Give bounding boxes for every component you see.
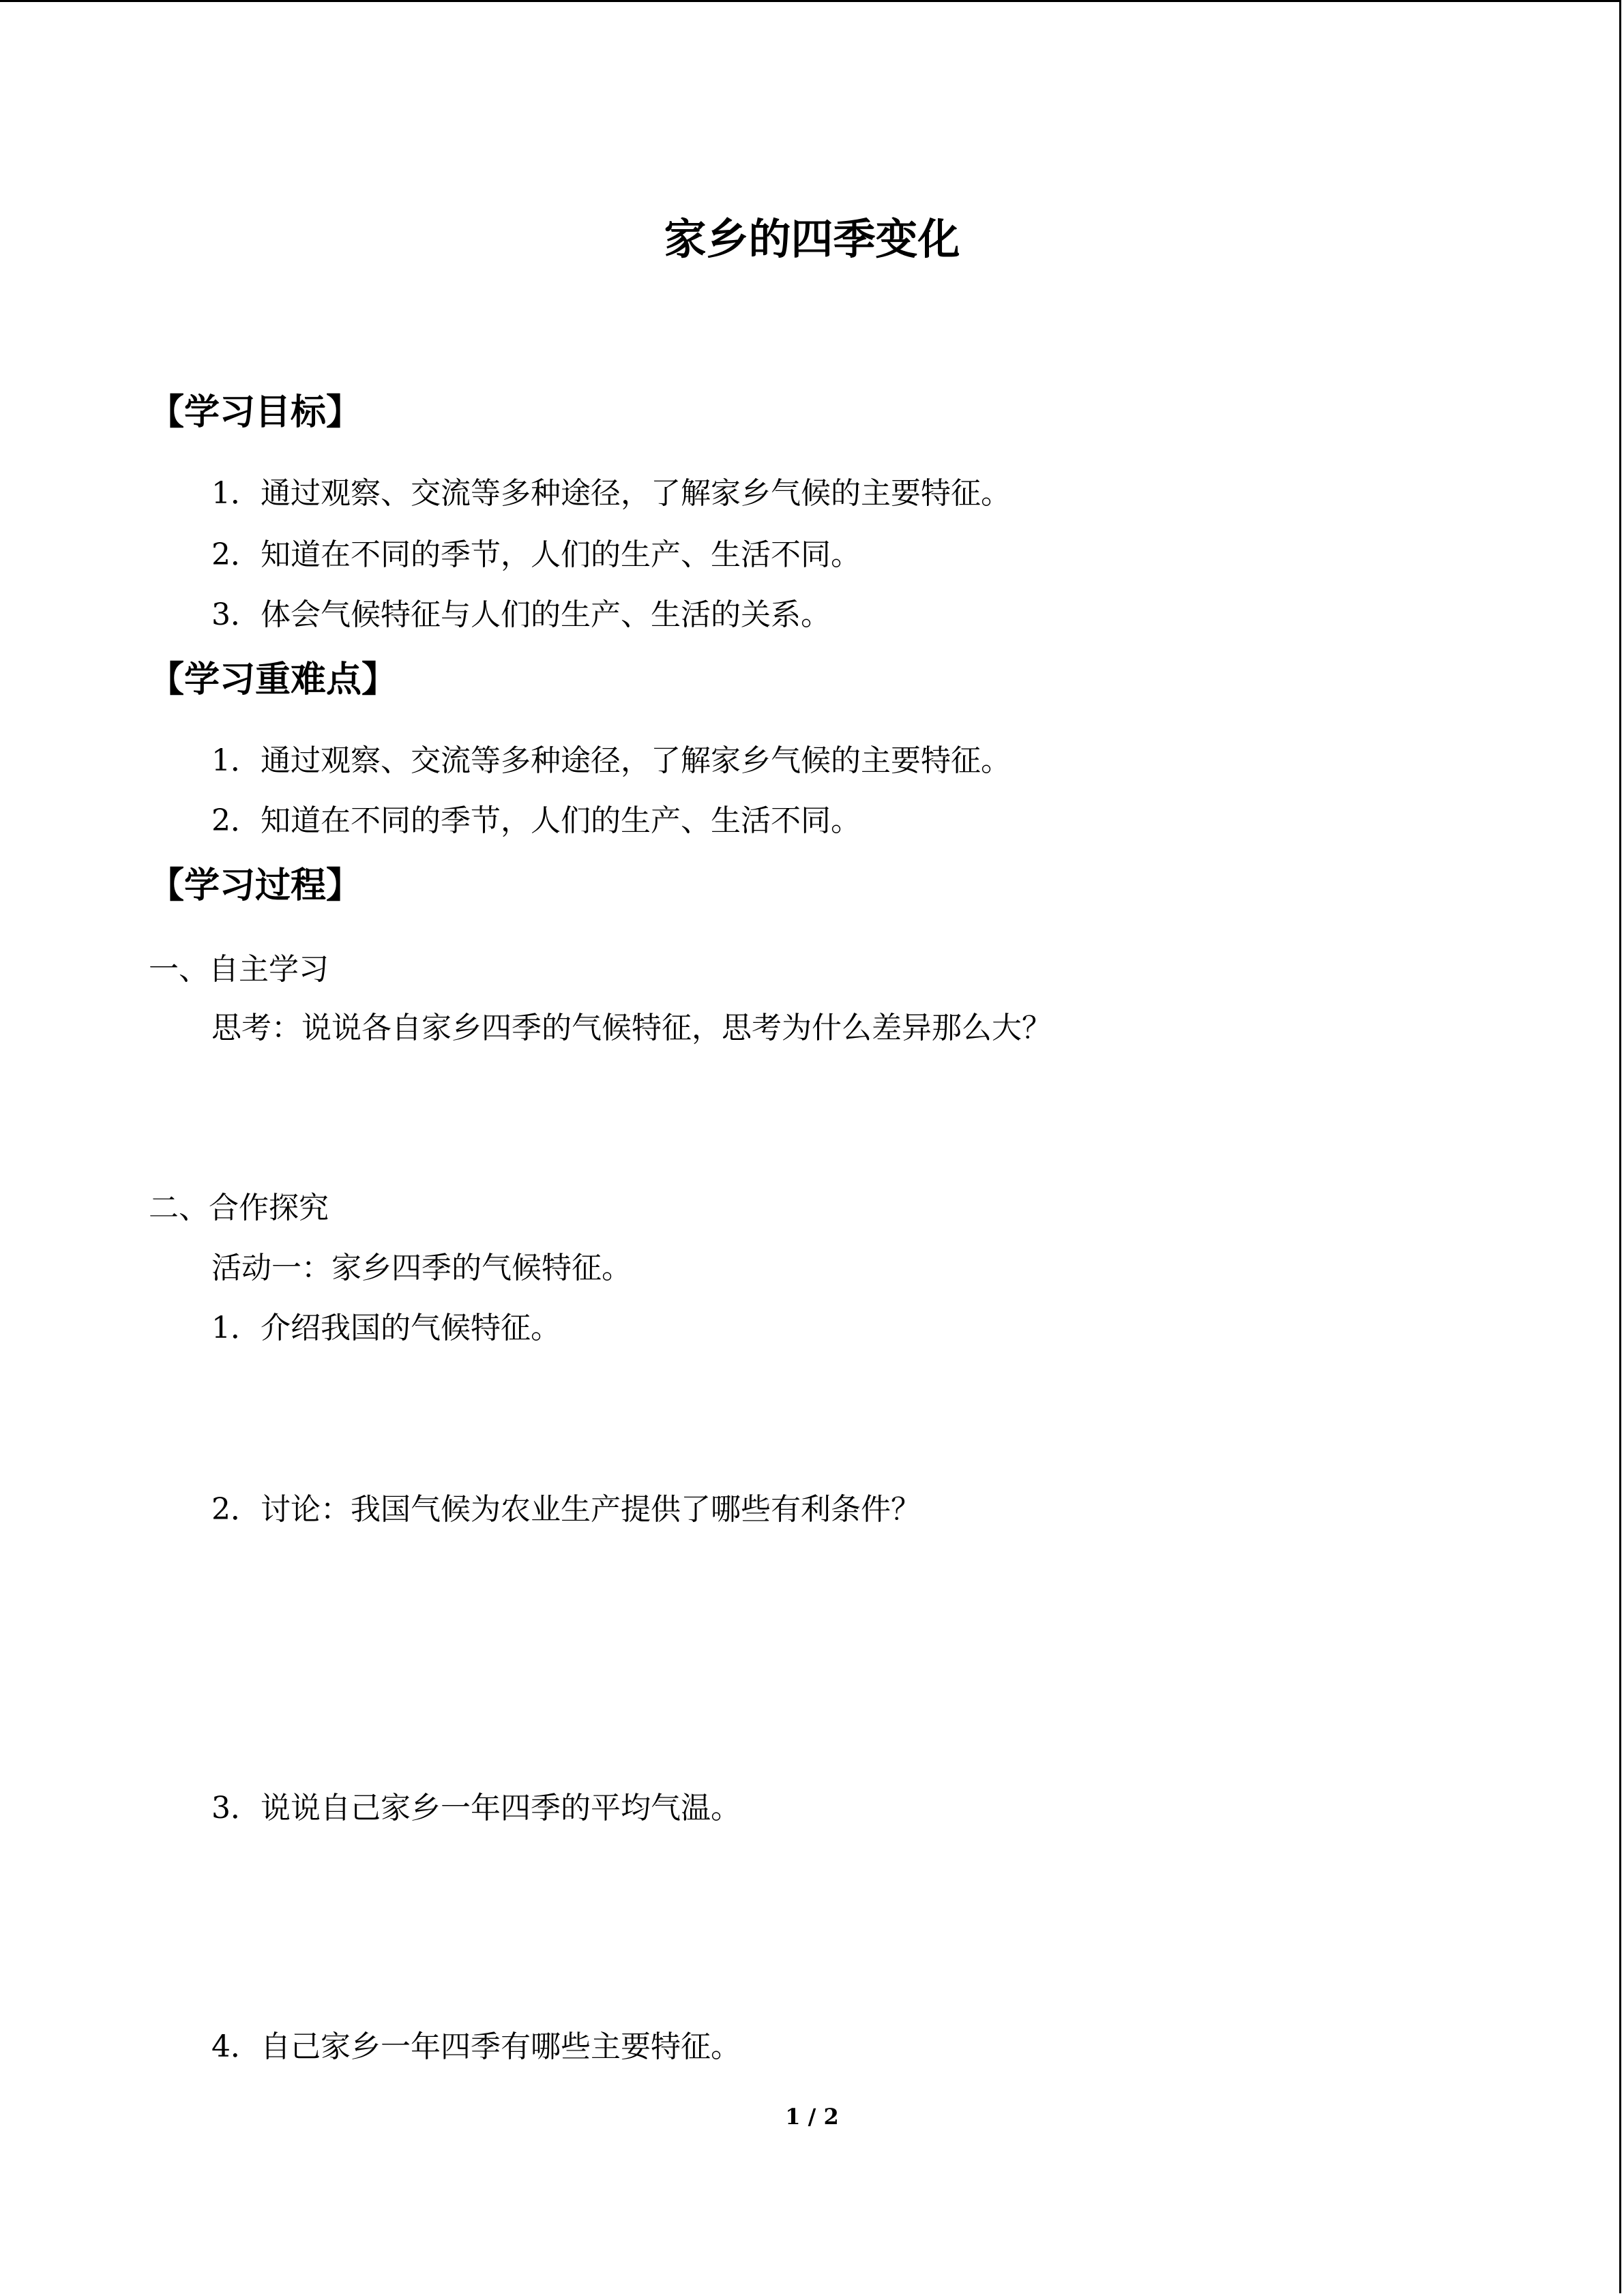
question-item: 4．自己家乡一年四季有哪些主要特征。: [211, 2029, 741, 2064]
objective-item: 1．通过观察、交流等多种途径，了解家乡气候的主要特征。: [211, 476, 1011, 511]
page-title: 家乡的四季变化: [664, 214, 960, 264]
question-item: 2．讨论：我国气候为农业生产提供了哪些有利条件？: [211, 1492, 921, 1527]
key-points-heading: 【学习重难点】: [149, 659, 398, 700]
key-point-item: 1．通过观察、交流等多种途径，了解家乡气候的主要特征。: [211, 743, 1011, 778]
objectives-heading: 【学习目标】: [149, 391, 362, 433]
process-heading: 【学习过程】: [149, 865, 362, 906]
question-item: 1．介绍我国的气候特征。: [211, 1311, 561, 1345]
question-item: 3．说说自己家乡一年四季的平均气温。: [211, 1791, 741, 1825]
key-point-item: 2．知道在不同的季节，人们的生产、生活不同。: [211, 803, 861, 838]
cooperation-heading: 二、合作探究: [149, 1191, 329, 1225]
self-study-prompt: 思考：说说各自家乡四季的气候特征，思考为什么差异那么大？: [211, 1011, 1052, 1045]
page-number: 1 / 2: [785, 2104, 839, 2130]
self-study-heading: 一、自主学习: [149, 952, 329, 987]
activity-title: 活动一：家乡四季的气候特征。: [211, 1251, 632, 1285]
objective-item: 3．体会气候特征与人们的生产、生活的关系。: [211, 597, 831, 632]
objective-item: 2．知道在不同的季节，人们的生产、生活不同。: [211, 537, 861, 572]
